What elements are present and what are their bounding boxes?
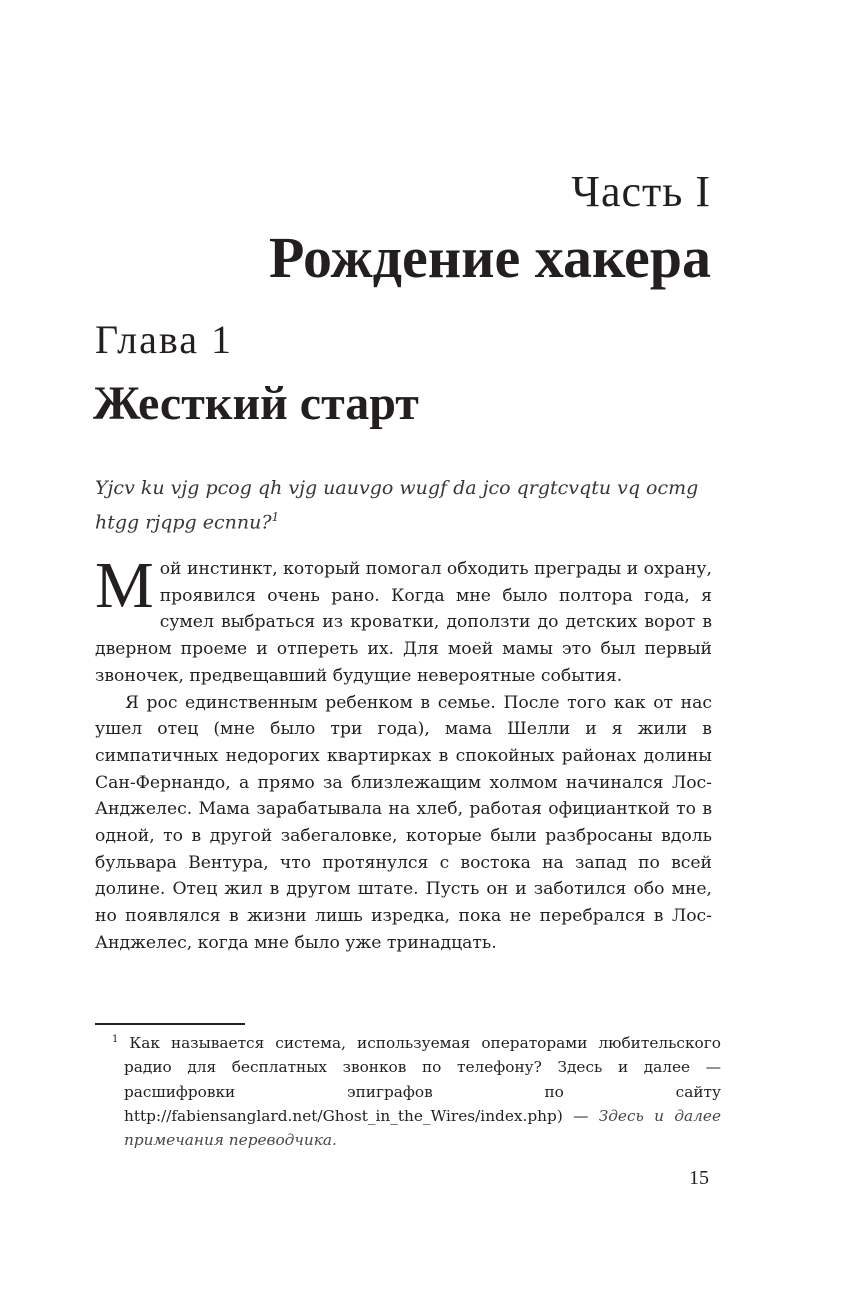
- footnote: [112, 1028, 721, 1153]
- part-title: Рождение хакера: [269, 225, 711, 290]
- drop-cap: М: [95, 549, 154, 622]
- page-number: 15: [689, 1167, 709, 1189]
- paragraph-1-text: ой инстинкт, который помогал обходить преграды и охрану, проявился очень рано. Когда мне было полтора года, я сумел выбраться из кроватки, доползти до детских ворот в дверном проеме и отпереть их. Для моей мамы это был первый звоночек, предвещавший будущие невероятные события.: [95, 559, 712, 686]
- epigraph-text: Yjcv ku vjg pcog qh vjg uauvgo wugf da jco qrgtcvqtu vq ocmg htgg rjqpg ecnnu?: [95, 477, 699, 534]
- epigraph-footnote-mark: 1: [271, 510, 280, 524]
- paragraph-2: Я рос единственным ребенком в семье. После того как от нас ушел отец (мне было три года), мама Шелли и я жили в симпатичных недорогих квартирках в спокойных районах долины Сан-Фернандо, а прямо за близлежащим холмом начинался Лос-Анджелес. Мама зарабатывала на хлеб, работая официанткой то в одной, то в другой забегаловке, которые были разбросаны вдоль бульвара Вентура, что протянулся с востока на запад по всей долине. Отец жил в другом штате. Пусть он и заботился обо мне, но появлялся в жизни лишь изредка, пока не перебрался в Лос-Анджелес, когда мне было уже тринадцать.: [95, 692, 712, 953]
- footnote-divider: [95, 1023, 245, 1025]
- chapter-title: Жесткий старт: [93, 377, 419, 430]
- chapter-label: Глава 1: [95, 317, 233, 362]
- footnote-mark: 1: [112, 1034, 119, 1045]
- footnote-text: Как называется система, используемая операторами любительского радио для бесплатных звонков по телефону? Здесь и далее — расшифровки эпиграфов по сайту http://fabiensanglard.net/Ghost_in_the_Wires/index.php) —: [124, 1034, 721, 1125]
- paragraph-1: [95, 549, 712, 690]
- epigraph: [95, 474, 715, 537]
- footnote-translator-note: Здесь и далее примечания переводчика.: [124, 1106, 721, 1150]
- body-text: [95, 549, 712, 957]
- part-label: Часть I: [571, 167, 711, 216]
